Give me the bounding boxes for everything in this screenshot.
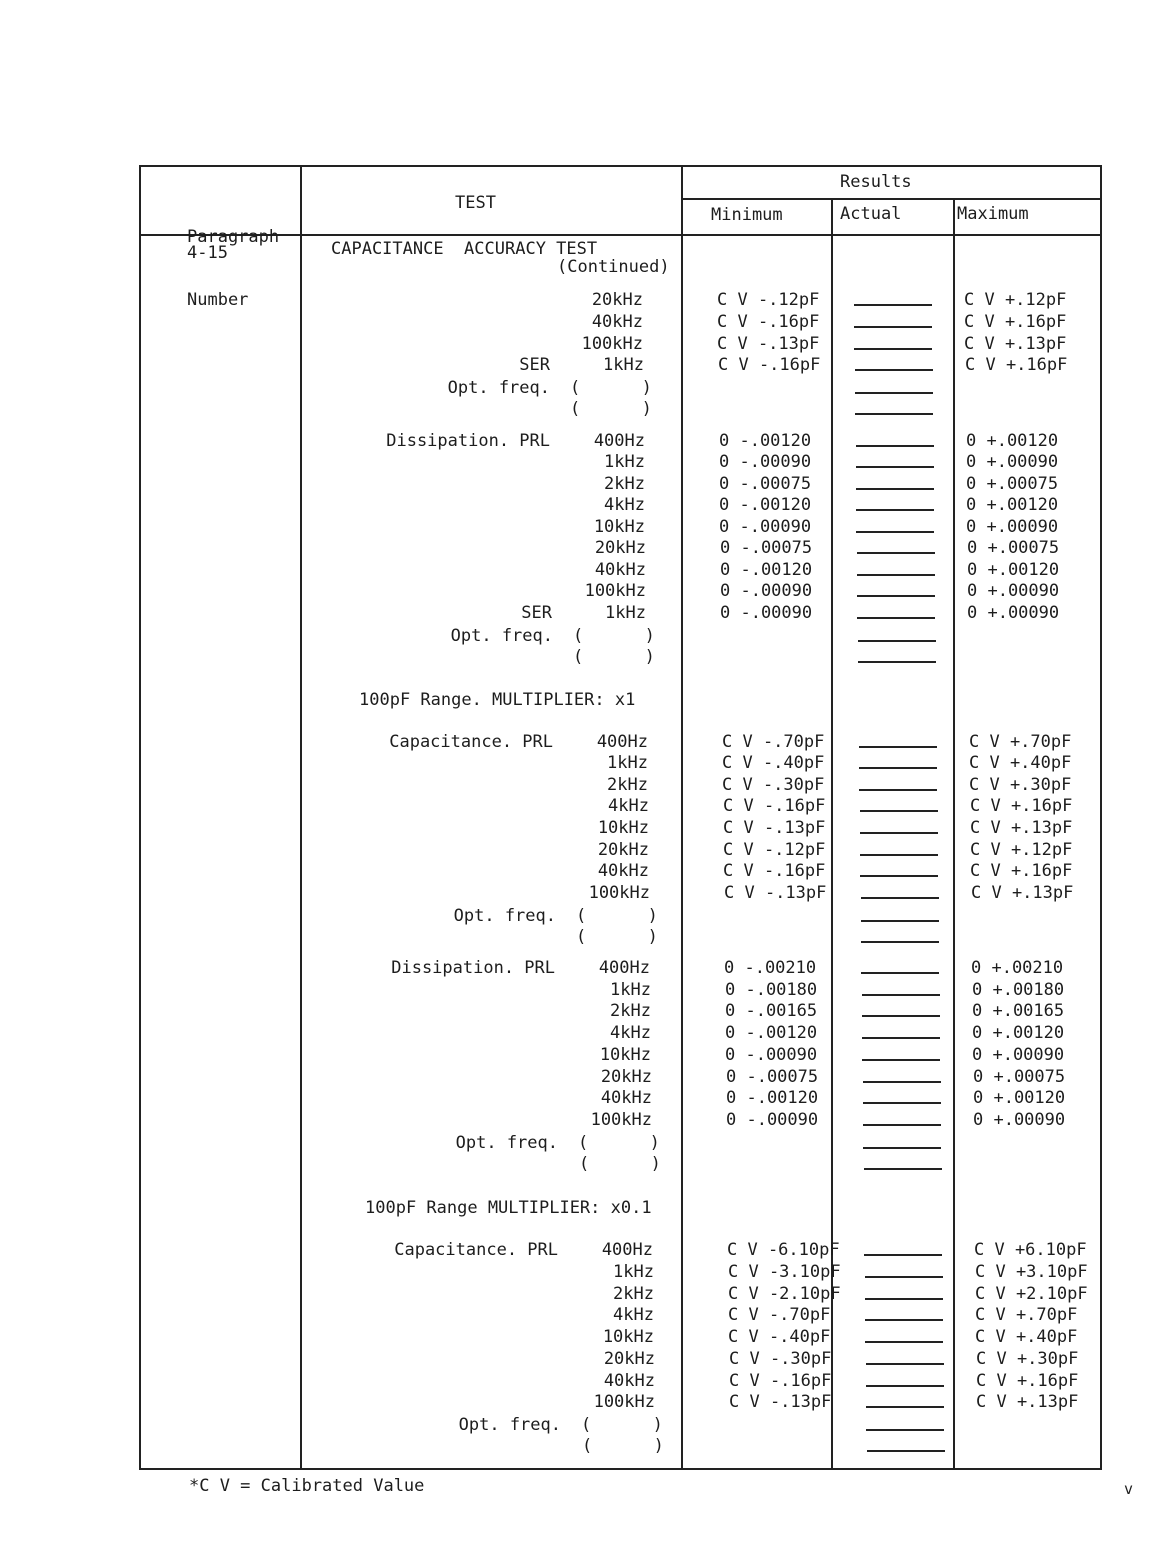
row-label: SER [521, 603, 552, 623]
row-frequency: 40kHz [600, 1088, 652, 1108]
row-label: SER [519, 355, 550, 375]
row-frequency: 4kHz [613, 1305, 654, 1325]
maximum-value: C V +.13pF [971, 883, 1074, 903]
minimum-value: 0 -.00120 [719, 495, 812, 515]
maximum-value: 0 +.00090 [973, 1110, 1066, 1130]
actual-header: Actual [840, 204, 902, 224]
row-frequency: 100kHz [588, 883, 650, 903]
minimum-value: 0 -.00210 [724, 958, 817, 978]
maximum-value: 0 +.00090 [966, 517, 1059, 537]
maximum-header: Maximum [957, 204, 1029, 224]
maximum-value: 0 +.00120 [972, 1023, 1065, 1043]
minimum-value: 0 -.00120 [719, 431, 812, 451]
minimum-value: C V -.40pF [728, 1327, 831, 1347]
actual-entry-line[interactable] [856, 445, 934, 447]
minimum-value: C V -.16pF [718, 355, 821, 375]
optional-frequency-blank: ( ) [570, 378, 652, 398]
range-heading: 100pF Range MULTIPLIER: x0.1 [365, 1198, 652, 1218]
range-heading: 100pF Range. MULTIPLIER: x1 [359, 690, 636, 710]
optional-frequency-blank: ( ) [582, 1436, 664, 1456]
actual-entry-line[interactable] [866, 1385, 944, 1387]
paragraph-number: 4-15 [187, 243, 228, 263]
minimum-value: 0 -.00180 [725, 980, 818, 1000]
maximum-value: 0 +.00075 [966, 474, 1059, 494]
maximum-value: 0 +.00090 [966, 452, 1059, 472]
row-frequency: 40kHz [603, 1371, 655, 1391]
minimum-value: 0 -.00090 [719, 517, 812, 537]
header-bottom-divider [141, 234, 1100, 236]
row-frequency: 20kHz [603, 1349, 655, 1369]
maximum-value: C V +.16pF [970, 796, 1073, 816]
actual-entry-line[interactable] [862, 994, 940, 996]
maximum-value: C V +6.10pF [974, 1240, 1087, 1260]
actual-entry-line[interactable] [861, 920, 939, 922]
minimum-value: 0 -.00090 [720, 581, 813, 601]
optional-frequency-blank: ( ) [581, 1415, 663, 1435]
maximum-value: C V +.30pF [976, 1349, 1079, 1369]
actual-entry-line[interactable] [858, 640, 936, 642]
paragraph-header-line2: Number [187, 290, 249, 310]
row-frequency: 1kHz [607, 753, 648, 773]
maximum-value: 0 +.00090 [967, 581, 1060, 601]
row-label: Dissipation. PRL [391, 958, 555, 978]
maximum-value: 0 +.00120 [966, 431, 1059, 451]
actual-entry-line[interactable] [862, 1059, 940, 1061]
page-number: v [1124, 1480, 1134, 1498]
actual-entry-line[interactable] [867, 1450, 945, 1452]
actual-entry-line[interactable] [865, 1276, 943, 1278]
actual-entry-line[interactable] [858, 661, 936, 663]
actual-entry-line[interactable] [854, 348, 932, 350]
row-label: Capacitance. PRL [389, 732, 553, 752]
results-header-divider [681, 198, 1100, 200]
minimum-value: C V -.30pF [722, 775, 825, 795]
maximum-value: C V +.70pF [975, 1305, 1078, 1325]
maximum-value: C V +2.10pF [975, 1284, 1088, 1304]
maximum-value: C V +.16pF [964, 312, 1067, 332]
actual-entry-line[interactable] [855, 413, 933, 415]
maximum-value: C V +.16pF [976, 1371, 1079, 1391]
maximum-value: 0 +.00165 [972, 1001, 1065, 1021]
actual-entry-line[interactable] [861, 972, 939, 974]
actual-entry-line[interactable] [864, 1254, 942, 1256]
row-label: Capacitance. PRL [394, 1240, 558, 1260]
maximum-value: 0 +.00120 [966, 495, 1059, 515]
maximum-value: 0 +.00120 [973, 1088, 1066, 1108]
actual-entry-line[interactable] [857, 574, 935, 576]
row-frequency: 1kHz [603, 355, 644, 375]
row-frequency: 20kHz [591, 290, 643, 310]
minimum-value: 0 -.00120 [726, 1088, 819, 1108]
minimum-value: C V -.40pF [722, 753, 825, 773]
actual-entry-line[interactable] [866, 1429, 944, 1431]
column-divider-test [681, 167, 683, 1468]
row-frequency: 40kHz [594, 560, 646, 580]
row-frequency: 100kHz [584, 581, 646, 601]
row-frequency: 10kHz [602, 1327, 654, 1347]
row-label: Dissipation. PRL [386, 431, 550, 451]
actual-entry-line[interactable] [863, 1124, 941, 1126]
minimum-value: C V -6.10pF [727, 1240, 840, 1260]
maximum-value: 0 +.00075 [973, 1067, 1066, 1087]
minimum-value: 0 -.00090 [719, 452, 812, 472]
maximum-value: C V +.12pF [964, 290, 1067, 310]
row-label: Opt. freq. [455, 1133, 558, 1153]
minimum-value: 0 -.00165 [725, 1001, 818, 1021]
minimum-value: C V -2.10pF [728, 1284, 841, 1304]
actual-entry-line[interactable] [862, 1015, 940, 1017]
minimum-value: C V -.13pF [717, 334, 820, 354]
maximum-value: 0 +.00180 [972, 980, 1065, 1000]
row-frequency: 400Hz [596, 732, 648, 752]
optional-frequency-blank: ( ) [578, 1133, 660, 1153]
actual-entry-line[interactable] [860, 875, 938, 877]
maximum-value: C V +.13pF [976, 1392, 1079, 1412]
row-frequency: 4kHz [604, 495, 645, 515]
actual-entry-line[interactable] [857, 552, 935, 554]
row-frequency: 1kHz [605, 603, 646, 623]
minimum-value: 0 -.00090 [725, 1045, 818, 1065]
minimum-value: C V -.70pF [722, 732, 825, 752]
minimum-value: 0 -.00075 [726, 1067, 819, 1087]
minimum-value: C V -.13pF [724, 883, 827, 903]
maximum-value: C V +.13pF [964, 334, 1067, 354]
row-frequency: 1kHz [610, 980, 651, 1000]
maximum-value: 0 +.00075 [967, 538, 1060, 558]
actual-entry-line[interactable] [863, 1081, 941, 1083]
row-frequency: 40kHz [597, 861, 649, 881]
row-frequency: 4kHz [608, 796, 649, 816]
minimum-value: C V -.12pF [723, 840, 826, 860]
row-label: Opt. freq. [450, 626, 553, 646]
minimum-value: 0 -.00090 [720, 603, 813, 623]
maximum-value: C V +.30pF [969, 775, 1072, 795]
minimum-value: 0 -.00120 [725, 1023, 818, 1043]
actual-entry-line[interactable] [857, 595, 935, 597]
optional-frequency-blank: ( ) [573, 626, 655, 646]
actual-entry-line[interactable] [855, 392, 933, 394]
actual-entry-line[interactable] [856, 466, 934, 468]
section-title: CAPACITANCE ACCURACY TEST [331, 239, 598, 259]
row-frequency: 2kHz [613, 1284, 654, 1304]
minimum-value: 0 -.00075 [720, 538, 813, 558]
row-frequency: 10kHz [593, 517, 645, 537]
actual-entry-line[interactable] [859, 767, 937, 769]
optional-frequency-blank: ( ) [576, 927, 658, 947]
minimum-value: C V -.16pF [729, 1371, 832, 1391]
row-frequency: 400Hz [601, 1240, 653, 1260]
minimum-value: 0 -.00075 [719, 474, 812, 494]
row-frequency: 2kHz [610, 1001, 651, 1021]
maximum-value: C V +3.10pF [975, 1262, 1088, 1282]
minimum-value: C V -.12pF [717, 290, 820, 310]
row-frequency: 2kHz [607, 775, 648, 795]
row-frequency: 1kHz [613, 1262, 654, 1282]
row-label: Opt. freq. [453, 906, 556, 926]
row-frequency: 20kHz [594, 538, 646, 558]
row-label: Opt. freq. [447, 378, 550, 398]
test-header: TEST [455, 193, 496, 213]
optional-frequency-blank: ( ) [579, 1154, 661, 1174]
minimum-value: C V -3.10pF [728, 1262, 841, 1282]
actual-entry-line[interactable] [854, 304, 932, 306]
row-frequency: 20kHz [600, 1067, 652, 1087]
minimum-value: C V -.16pF [723, 796, 826, 816]
maximum-value: C V +.12pF [970, 840, 1073, 860]
maximum-value: C V +.16pF [970, 861, 1073, 881]
actual-entry-line[interactable] [863, 1102, 941, 1104]
column-divider-actual [953, 199, 955, 1468]
row-frequency: 2kHz [604, 474, 645, 494]
actual-entry-line[interactable] [862, 1037, 940, 1039]
actual-entry-line[interactable] [859, 789, 937, 791]
row-frequency: 100kHz [590, 1110, 652, 1130]
row-frequency: 100kHz [581, 334, 643, 354]
actual-entry-line[interactable] [861, 941, 939, 943]
maximum-value: C V +.13pF [970, 818, 1073, 838]
actual-entry-line[interactable] [866, 1363, 944, 1365]
actual-entry-line[interactable] [856, 531, 934, 533]
row-frequency: 1kHz [604, 452, 645, 472]
minimum-value: C V -.16pF [723, 861, 826, 881]
actual-entry-line[interactable] [856, 509, 934, 511]
actual-entry-line[interactable] [860, 810, 938, 812]
actual-entry-line[interactable] [863, 1147, 941, 1149]
maximum-value: 0 +.00120 [967, 560, 1060, 580]
row-frequency: 100kHz [593, 1392, 655, 1412]
actual-entry-line[interactable] [856, 488, 934, 490]
actual-entry-line[interactable] [859, 746, 937, 748]
row-frequency: 400Hz [598, 958, 650, 978]
optional-frequency-blank: ( ) [570, 399, 652, 419]
minimum-value: C V -.70pF [728, 1305, 831, 1325]
actual-entry-line[interactable] [855, 369, 933, 371]
maximum-value: 0 +.00090 [967, 603, 1060, 623]
minimum-value: 0 -.00120 [720, 560, 813, 580]
actual-entry-line[interactable] [865, 1319, 943, 1321]
minimum-value: C V -.13pF [723, 818, 826, 838]
row-frequency: 20kHz [597, 840, 649, 860]
paragraph-header-line1: Paragraph [187, 227, 280, 247]
maximum-value: C V +.70pF [969, 732, 1072, 752]
row-label: Opt. freq. [458, 1415, 561, 1435]
actual-entry-line[interactable] [865, 1298, 943, 1300]
actual-entry-line[interactable] [860, 854, 938, 856]
minimum-value: 0 -.00090 [726, 1110, 819, 1130]
maximum-value: C V +.40pF [969, 753, 1072, 773]
row-frequency: 4kHz [610, 1023, 651, 1043]
maximum-value: 0 +.00210 [971, 958, 1064, 978]
actual-entry-line[interactable] [854, 326, 932, 328]
minimum-header: Minimum [711, 205, 783, 225]
actual-entry-line[interactable] [864, 1168, 942, 1170]
maximum-value: C V +.40pF [975, 1327, 1078, 1347]
row-frequency: 400Hz [593, 431, 645, 451]
minimum-value: C V -.13pF [729, 1392, 832, 1412]
actual-entry-line[interactable] [865, 1341, 943, 1343]
optional-frequency-blank: ( ) [576, 906, 658, 926]
row-frequency: 10kHz [597, 818, 649, 838]
maximum-value: C V +.16pF [965, 355, 1068, 375]
row-frequency: 40kHz [591, 312, 643, 332]
actual-entry-line[interactable] [866, 1406, 944, 1408]
minimum-value: C V -.30pF [729, 1349, 832, 1369]
section-continued: (Continued) [557, 257, 670, 277]
minimum-value: C V -.16pF [717, 312, 820, 332]
maximum-value: 0 +.00090 [972, 1045, 1065, 1065]
actual-entry-line[interactable] [857, 617, 935, 619]
footnote: *C V = Calibrated Value [189, 1476, 425, 1496]
row-frequency: 10kHz [599, 1045, 651, 1065]
actual-entry-line[interactable] [861, 897, 939, 899]
actual-entry-line[interactable] [860, 832, 938, 834]
results-header: Results [840, 172, 912, 192]
optional-frequency-blank: ( ) [573, 647, 655, 667]
